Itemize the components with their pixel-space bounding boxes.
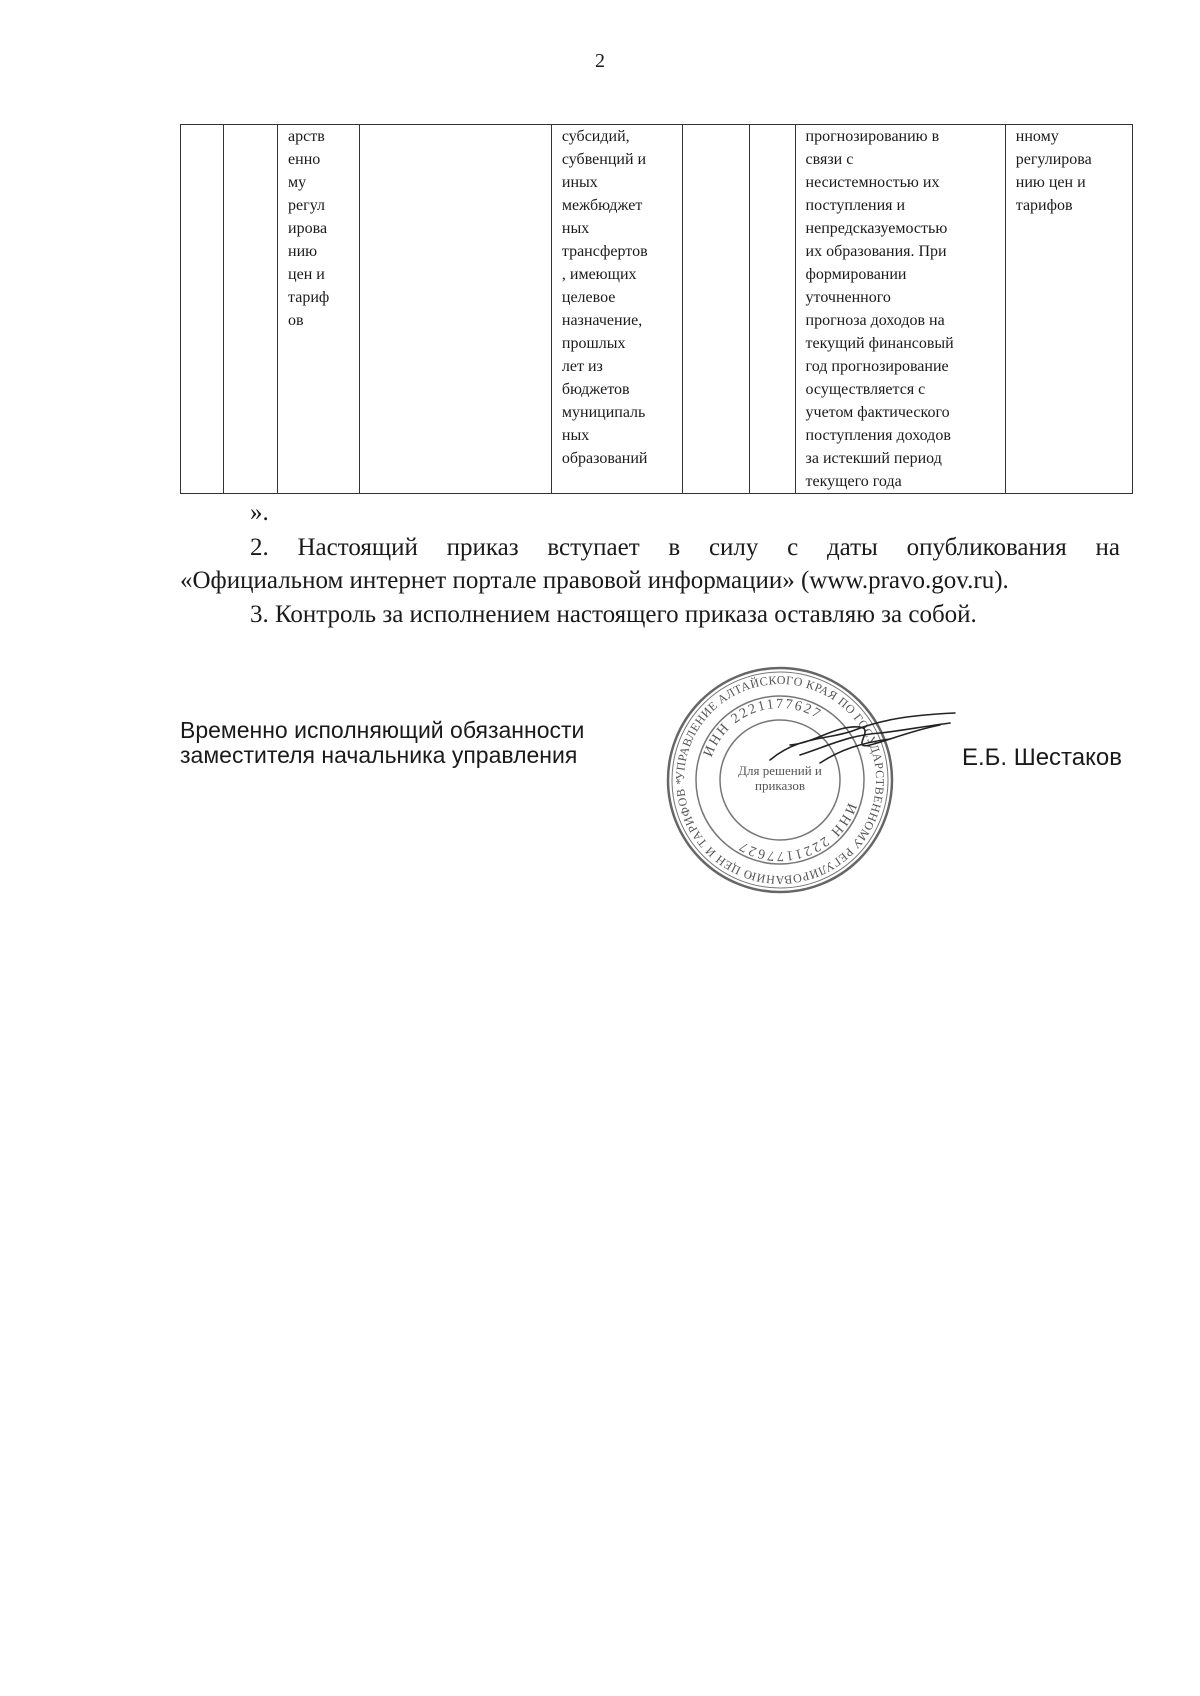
closing-quote: ».	[250, 499, 269, 526]
seal-inn-text: ИНН 2221177627	[701, 696, 825, 760]
seal-outer-text: УПРАВЛЕНИЕ АЛТАЙСКОГО КРАЯ ПО ГОСУДАРСТВЕННОМУ РЕГУЛИРОВАНИЮ ЦЕН И ТАРИФОВ *	[672, 672, 888, 888]
seal-center-text: Для решений и приказов	[738, 763, 822, 793]
table-cell	[683, 125, 750, 494]
paragraph-2-line-2: «Официальном интернет портале правовой информации» (www.pravo.gov.ru).	[180, 567, 1009, 594]
page-number: 2	[595, 50, 605, 72]
paragraph-3: 3. Контроль за исполнением настоящего приказа оставляю за собой.	[250, 601, 977, 628]
position-line-1: Временно исполняющий обязанности	[180, 717, 585, 743]
continuation-table	[180, 124, 1133, 494]
table-cell	[181, 125, 224, 494]
position-line-2: заместителя начальника управления	[180, 742, 578, 768]
table-cell: субсидий, субвенций и иных межбюджет ных трансфертов , имеющих целевое назначение, прошлых лет из бюджетов муниципаль ных образований	[551, 125, 683, 494]
seal-inn-text-2: ИНН 2221177627	[735, 800, 859, 864]
signatory-name: Е.Б. Шестаков	[961, 744, 1122, 771]
signatory-position	[180, 718, 584, 768]
table-cell: нному регулирова нию цен и тарифов	[1005, 125, 1132, 494]
table-row	[181, 125, 1133, 494]
table-cell: арств енно му регул ирова нию цен и тариф ов	[278, 125, 360, 494]
table-cell: прогнозированию в связи с несистемностью их поступления и непредсказуемостью их образования. При формировании уточненного прогноза доходов на текущий финансовый год прогнозирование осуществляется с учетом фактического поступления доходов за истекший период текущего года	[795, 125, 1005, 494]
official-seal	[660, 660, 900, 900]
table-cell	[359, 125, 551, 494]
handwritten-signature	[760, 705, 960, 775]
table-cell	[750, 125, 795, 494]
paragraph-2-line-1: 2. Настоящий приказ вступает в силу с даты опубликования на	[250, 534, 1120, 561]
table-cell	[224, 125, 278, 494]
